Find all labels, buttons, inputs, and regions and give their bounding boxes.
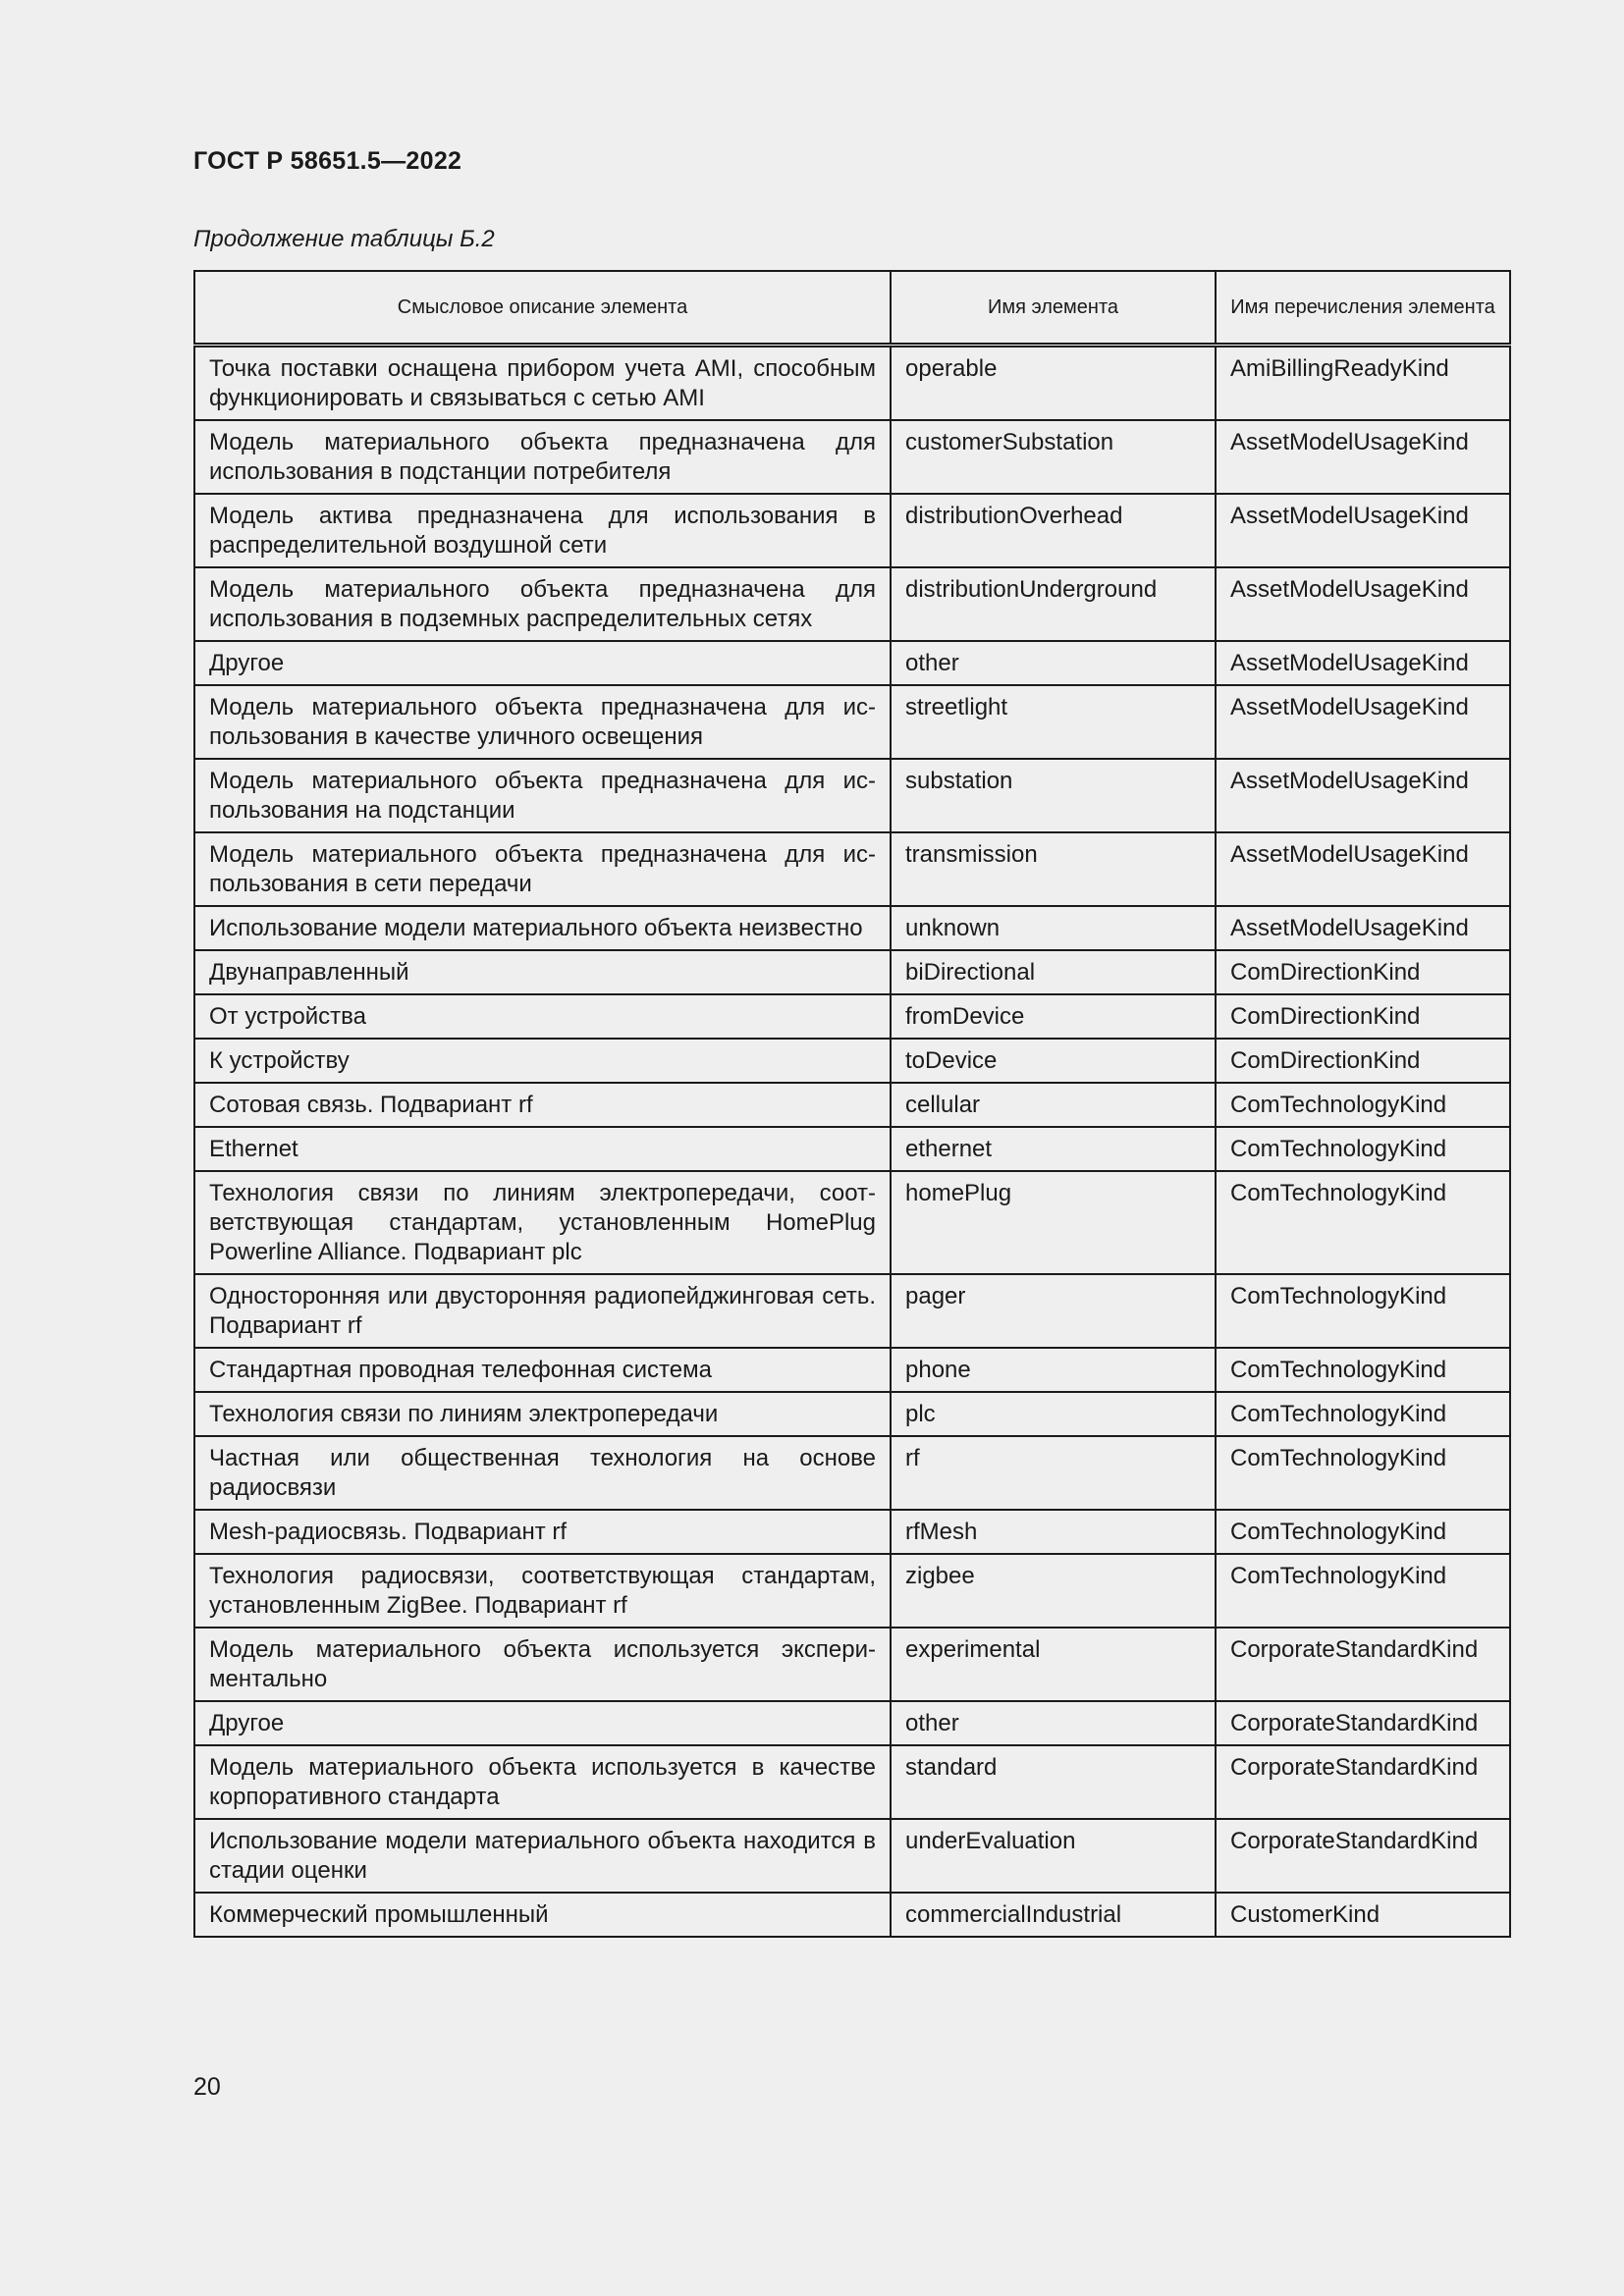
cell-element-name: cellular — [891, 1083, 1216, 1127]
cell-enum-name: AssetModelUsageKind — [1216, 685, 1510, 759]
cell-enum-name: AssetModelUsageKind — [1216, 641, 1510, 685]
cell-element-name: substation — [891, 759, 1216, 832]
cell-enum-name: ComTechnologyKind — [1216, 1274, 1510, 1348]
cell-enum-name: AssetModelUsageKind — [1216, 906, 1510, 950]
column-header-enum-name: Имя перечисления элемента — [1216, 271, 1510, 346]
cell-description: Модель материального объекта используется экспери-ментально — [194, 1628, 891, 1701]
cell-element-name: distributionOverhead — [891, 494, 1216, 567]
cell-description: Точка поставки оснащена прибором учета AMI, способным функционировать и связываться с сетью AMI — [194, 346, 891, 421]
table-row — [194, 1628, 1510, 1701]
cell-enum-name: ComTechnologyKind — [1216, 1392, 1510, 1436]
cell-element-name: rf — [891, 1436, 1216, 1510]
cell-element-name: rfMesh — [891, 1510, 1216, 1554]
cell-enum-name: CorporateStandardKind — [1216, 1819, 1510, 1893]
column-header-element-name: Имя элемента — [891, 271, 1216, 346]
cell-element-name: toDevice — [891, 1039, 1216, 1083]
cell-element-name: zigbee — [891, 1554, 1216, 1628]
cell-description: Технология связи по линиям электропередачи — [194, 1392, 891, 1436]
cell-description: Технология связи по линиям электропередачи, соот-ветствующая стандартам, установленным HomePlug Powerline Alliance. Подвариант plc — [194, 1171, 891, 1274]
cell-enum-name: AssetModelUsageKind — [1216, 759, 1510, 832]
cell-description: Mesh-радиосвязь. Подвариант rf — [194, 1510, 891, 1554]
cell-element-name: homePlug — [891, 1171, 1216, 1274]
cell-enum-name: ComTechnologyKind — [1216, 1348, 1510, 1392]
cell-element-name: fromDevice — [891, 994, 1216, 1039]
cell-description: Другое — [194, 1701, 891, 1745]
cell-element-name: underEvaluation — [891, 1819, 1216, 1893]
table-row — [194, 950, 1510, 994]
cell-element-name: operable — [891, 346, 1216, 421]
cell-element-name: customerSubstation — [891, 420, 1216, 494]
cell-enum-name: ComTechnologyKind — [1216, 1554, 1510, 1628]
cell-element-name: plc — [891, 1392, 1216, 1436]
cell-enum-name: ComDirectionKind — [1216, 1039, 1510, 1083]
cell-element-name: commercialIndustrial — [891, 1893, 1216, 1937]
cell-description: Технология радиосвязи, соответствующая стандартам, установленным ZigBee. Подвариант rf — [194, 1554, 891, 1628]
cell-element-name: experimental — [891, 1628, 1216, 1701]
table-caption: Продолжение таблицы Б.2 — [193, 226, 495, 252]
cell-description: Использование модели материального объекта находится в стадии оценки — [194, 1819, 891, 1893]
cell-description: Коммерческий промышленный — [194, 1893, 891, 1937]
cell-description: Модель материального объекта предназначена для использования в подстанции потребителя — [194, 420, 891, 494]
table-row — [194, 1392, 1510, 1436]
cell-description: От устройства — [194, 994, 891, 1039]
cell-element-name: distributionUnderground — [891, 567, 1216, 641]
cell-enum-name: CustomerKind — [1216, 1893, 1510, 1937]
cell-element-name: other — [891, 1701, 1216, 1745]
table-row — [194, 420, 1510, 494]
cell-enum-name: AssetModelUsageKind — [1216, 832, 1510, 906]
cell-description: К устройству — [194, 1039, 891, 1083]
table-row — [194, 1039, 1510, 1083]
cell-enum-name: ComDirectionKind — [1216, 994, 1510, 1039]
cell-enum-name: ComTechnologyKind — [1216, 1436, 1510, 1510]
table-row — [194, 641, 1510, 685]
cell-element-name: pager — [891, 1274, 1216, 1348]
cell-enum-name: AmiBillingReadyKind — [1216, 346, 1510, 421]
cell-description: Односторонняя или двусторонняя радиопейджинговая сеть. Подвариант rf — [194, 1274, 891, 1348]
cell-description: Модель материального объекта предназначена для использования в подземных распределительных сетях — [194, 567, 891, 641]
cell-description: Модель материального объекта предназначена для ис-пользования в сети передачи — [194, 832, 891, 906]
cell-description: Использование модели материального объекта неизвестно — [194, 906, 891, 950]
cell-description: Модель материального объекта предназначена для ис-пользования в качестве уличного освещения — [194, 685, 891, 759]
table-row — [194, 906, 1510, 950]
table-row — [194, 1348, 1510, 1392]
cell-enum-name: ComTechnologyKind — [1216, 1510, 1510, 1554]
table-row — [194, 1893, 1510, 1937]
table-row — [194, 494, 1510, 567]
cell-enum-name: ComTechnologyKind — [1216, 1171, 1510, 1274]
table-row — [194, 1554, 1510, 1628]
cell-description: Модель актива предназначена для использования в распределительной воздушной сети — [194, 494, 891, 567]
table-row — [194, 1083, 1510, 1127]
enum-table — [193, 270, 1511, 1938]
cell-element-name: unknown — [891, 906, 1216, 950]
cell-enum-name: AssetModelUsageKind — [1216, 567, 1510, 641]
table-header-row — [194, 271, 1510, 346]
table-row — [194, 685, 1510, 759]
table-row — [194, 994, 1510, 1039]
table-row — [194, 1510, 1510, 1554]
cell-enum-name: AssetModelUsageKind — [1216, 420, 1510, 494]
table-body — [194, 346, 1510, 1938]
cell-element-name: standard — [891, 1745, 1216, 1819]
cell-element-name: other — [891, 641, 1216, 685]
page-number: 20 — [193, 2073, 221, 2101]
table-row — [194, 346, 1510, 421]
table-row — [194, 1171, 1510, 1274]
table-row — [194, 1436, 1510, 1510]
cell-description: Ethernet — [194, 1127, 891, 1171]
cell-element-name: biDirectional — [891, 950, 1216, 994]
cell-enum-name: ComTechnologyKind — [1216, 1127, 1510, 1171]
cell-element-name: ethernet — [891, 1127, 1216, 1171]
table-row — [194, 1274, 1510, 1348]
table-row — [194, 1127, 1510, 1171]
cell-element-name: phone — [891, 1348, 1216, 1392]
document-code: ГОСТ Р 58651.5—2022 — [193, 147, 462, 175]
cell-enum-name: AssetModelUsageKind — [1216, 494, 1510, 567]
cell-element-name: streetlight — [891, 685, 1216, 759]
table-row — [194, 1745, 1510, 1819]
cell-element-name: transmission — [891, 832, 1216, 906]
cell-description: Частная или общественная технология на основе радиосвязи — [194, 1436, 891, 1510]
cell-description: Стандартная проводная телефонная система — [194, 1348, 891, 1392]
table-row — [194, 1819, 1510, 1893]
cell-enum-name: CorporateStandardKind — [1216, 1745, 1510, 1819]
cell-enum-name: CorporateStandardKind — [1216, 1701, 1510, 1745]
column-header-description: Смысловое описание элемента — [194, 271, 891, 346]
cell-description: Двунаправленный — [194, 950, 891, 994]
cell-description: Модель материального объекта используется в качестве корпоративного стандарта — [194, 1745, 891, 1819]
cell-description: Модель материального объекта предназначена для ис-пользования на подстанции — [194, 759, 891, 832]
table-row — [194, 1701, 1510, 1745]
cell-enum-name: ComTechnologyKind — [1216, 1083, 1510, 1127]
cell-enum-name: CorporateStandardKind — [1216, 1628, 1510, 1701]
table-row — [194, 759, 1510, 832]
cell-enum-name: ComDirectionKind — [1216, 950, 1510, 994]
table-row — [194, 567, 1510, 641]
cell-description: Сотовая связь. Подвариант rf — [194, 1083, 891, 1127]
table-row — [194, 832, 1510, 906]
cell-description: Другое — [194, 641, 891, 685]
